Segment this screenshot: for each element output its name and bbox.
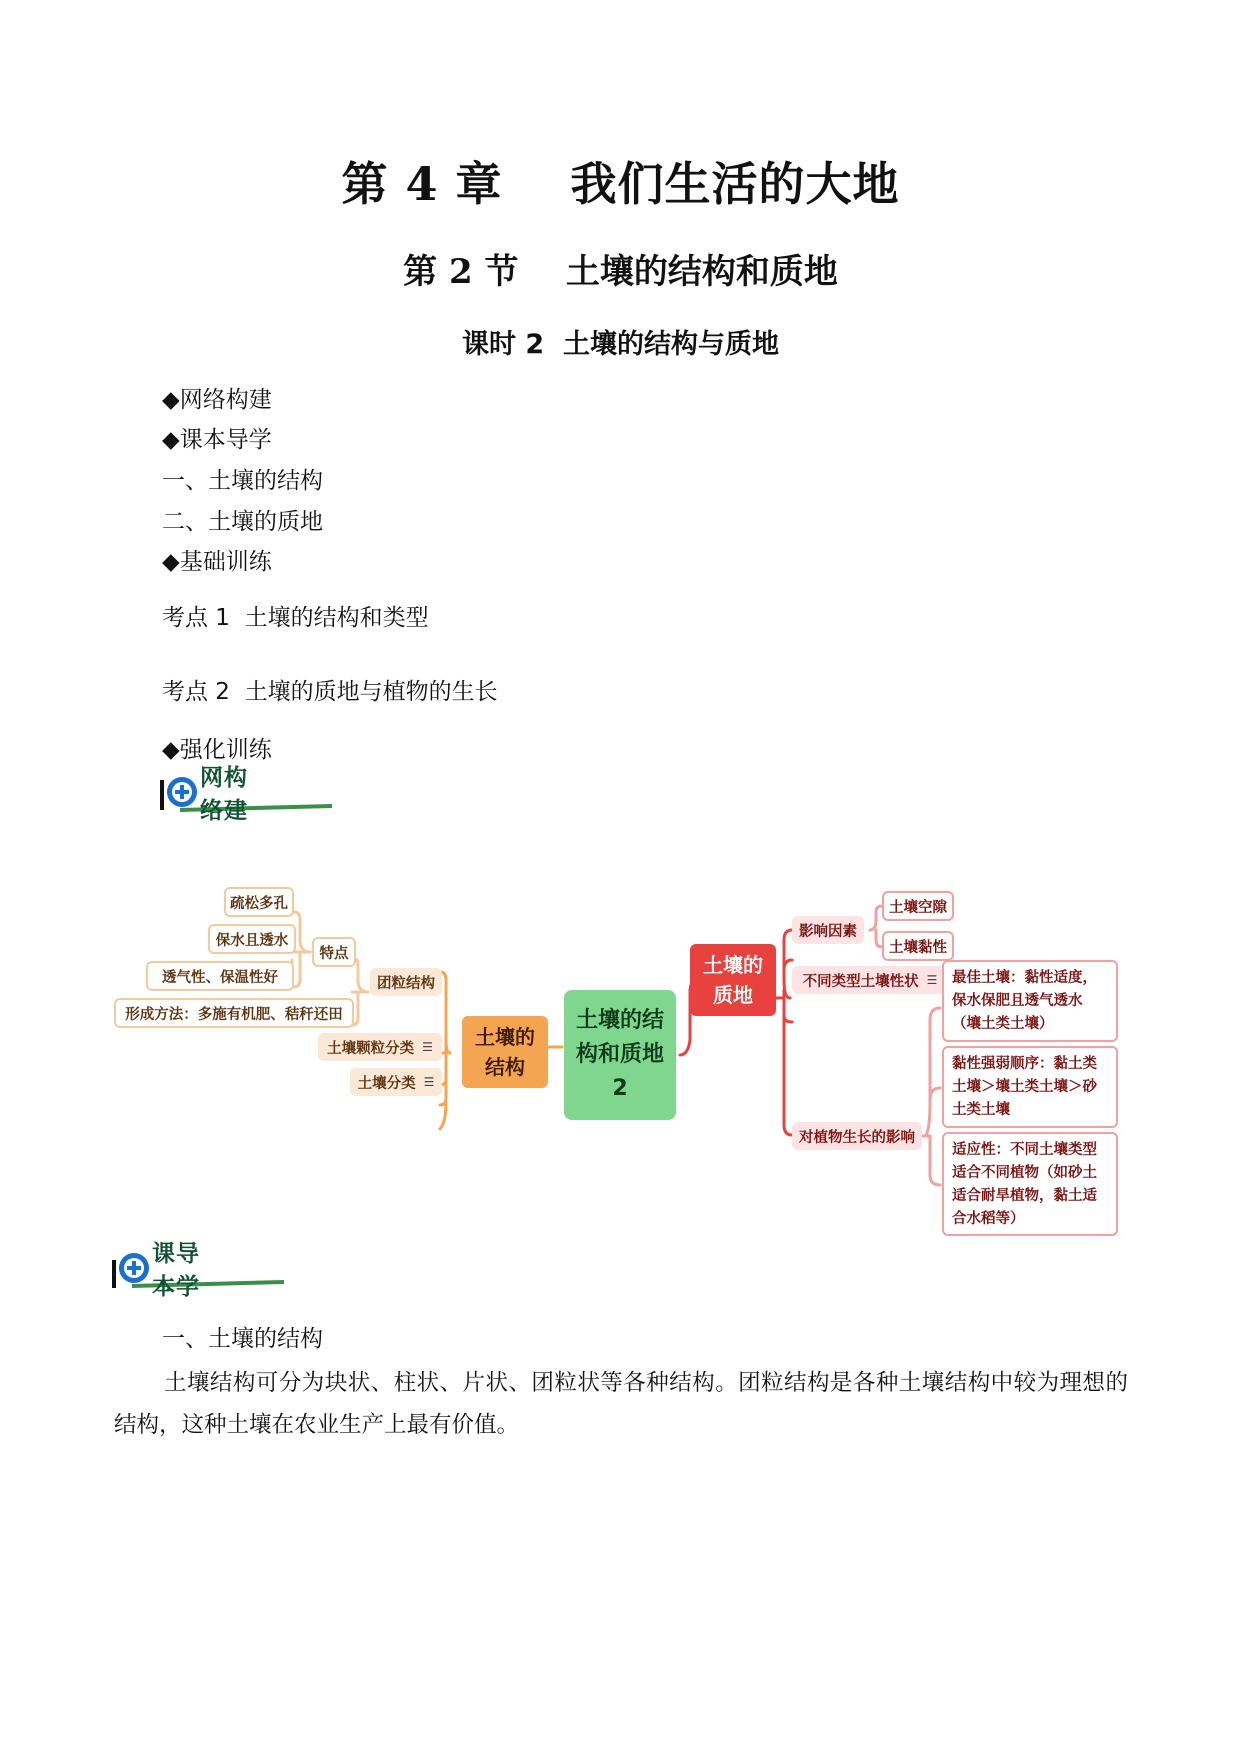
banner-textbook-text1: 课本: [152, 1241, 176, 1300]
toc-network[interactable]: ◆网络构建: [162, 387, 272, 413]
node-center[interactable]: 土壤的结构和质地2: [564, 990, 676, 1120]
node-nianxing[interactable]: 土壤黏性: [882, 931, 954, 961]
menu-lines-icon: ☰: [423, 1075, 435, 1089]
chapter-title: 第 4 章 我们生活的大地: [341, 157, 900, 211]
mind-map: [0, 840, 1241, 1240]
banner-network-text2: 构建: [224, 765, 248, 824]
node-fenlei-label: 土壤分类: [357, 1075, 416, 1092]
lesson-title: 课时 2 土壤的结构与质地: [462, 329, 779, 360]
node-tuanli[interactable]: 团粒结构: [370, 968, 442, 996]
toc-textbook[interactable]: ◆课本导学: [162, 427, 272, 453]
banner-textbook-text2: 导学: [176, 1241, 200, 1300]
toc-enhanced-training[interactable]: ◆强化训练: [162, 737, 272, 763]
node-fenlei[interactable]: [350, 1068, 442, 1096]
node-keli-label: 土壤颗粒分类: [327, 1040, 415, 1057]
node-shusong[interactable]: 疏松多孔: [224, 887, 294, 917]
node-texture-main[interactable]: 土壤的质地: [690, 944, 776, 1016]
body-heading: 一、土壤的结构: [162, 1326, 323, 1352]
node-yingxiang[interactable]: 影响因素: [792, 916, 864, 944]
node-xingcheng[interactable]: 形成方法：多施有机肥、秸秆还田: [114, 998, 354, 1028]
banner-network-text1: 网络: [200, 765, 224, 824]
node-touqi[interactable]: 透气性、保温性好: [146, 961, 294, 991]
node-butong[interactable]: [792, 966, 948, 994]
body-paragraph: 土壤结构可分为块状、柱状、片状、团粒状等各种结构。团粒结构是各种土壤结构中较为理想的结构，这种土壤在农业生产上最有价值。: [114, 1370, 1128, 1438]
node-tedian[interactable]: 特点: [312, 937, 356, 967]
node-kongxi[interactable]: 土壤空隙: [882, 891, 954, 921]
menu-lines-icon: ☰: [422, 1040, 433, 1054]
section-title: 第 2 节 土壤的结构和质地: [403, 252, 838, 292]
node-zuijia[interactable]: 最佳土壤：黏性适度，保水保肥且透气透水（壤土类土壤）: [942, 960, 1118, 1042]
toc-basic-training[interactable]: ◆基础训练: [162, 549, 272, 575]
node-keli[interactable]: [318, 1033, 442, 1061]
node-duizhiwu[interactable]: 对植物生长的影响: [792, 1122, 922, 1150]
menu-lines-icon: ☰: [926, 973, 938, 987]
node-baoshui[interactable]: 保水且透水: [208, 924, 296, 954]
node-shiying[interactable]: 适应性：不同土壤类型适合不同植物（如砂土适合耐旱植物，黏土适合水稻等）: [942, 1132, 1118, 1236]
node-shunxu[interactable]: 黏性强弱顺序：黏土类土壤＞壤土类土壤＞砂土类土壤: [942, 1046, 1118, 1128]
node-structure-main[interactable]: 土壤的结构: [462, 1016, 548, 1088]
toc-structure[interactable]: 一、土壤的结构: [162, 468, 323, 494]
toc-texture[interactable]: 二、土壤的质地: [162, 509, 323, 535]
toc-point2[interactable]: 考点 2 土壤的质地与植物的生长: [162, 679, 498, 705]
node-butong-label: 不同类型土壤性状: [802, 973, 919, 990]
toc-point1[interactable]: 考点 1 土壤的结构和类型: [162, 605, 429, 631]
